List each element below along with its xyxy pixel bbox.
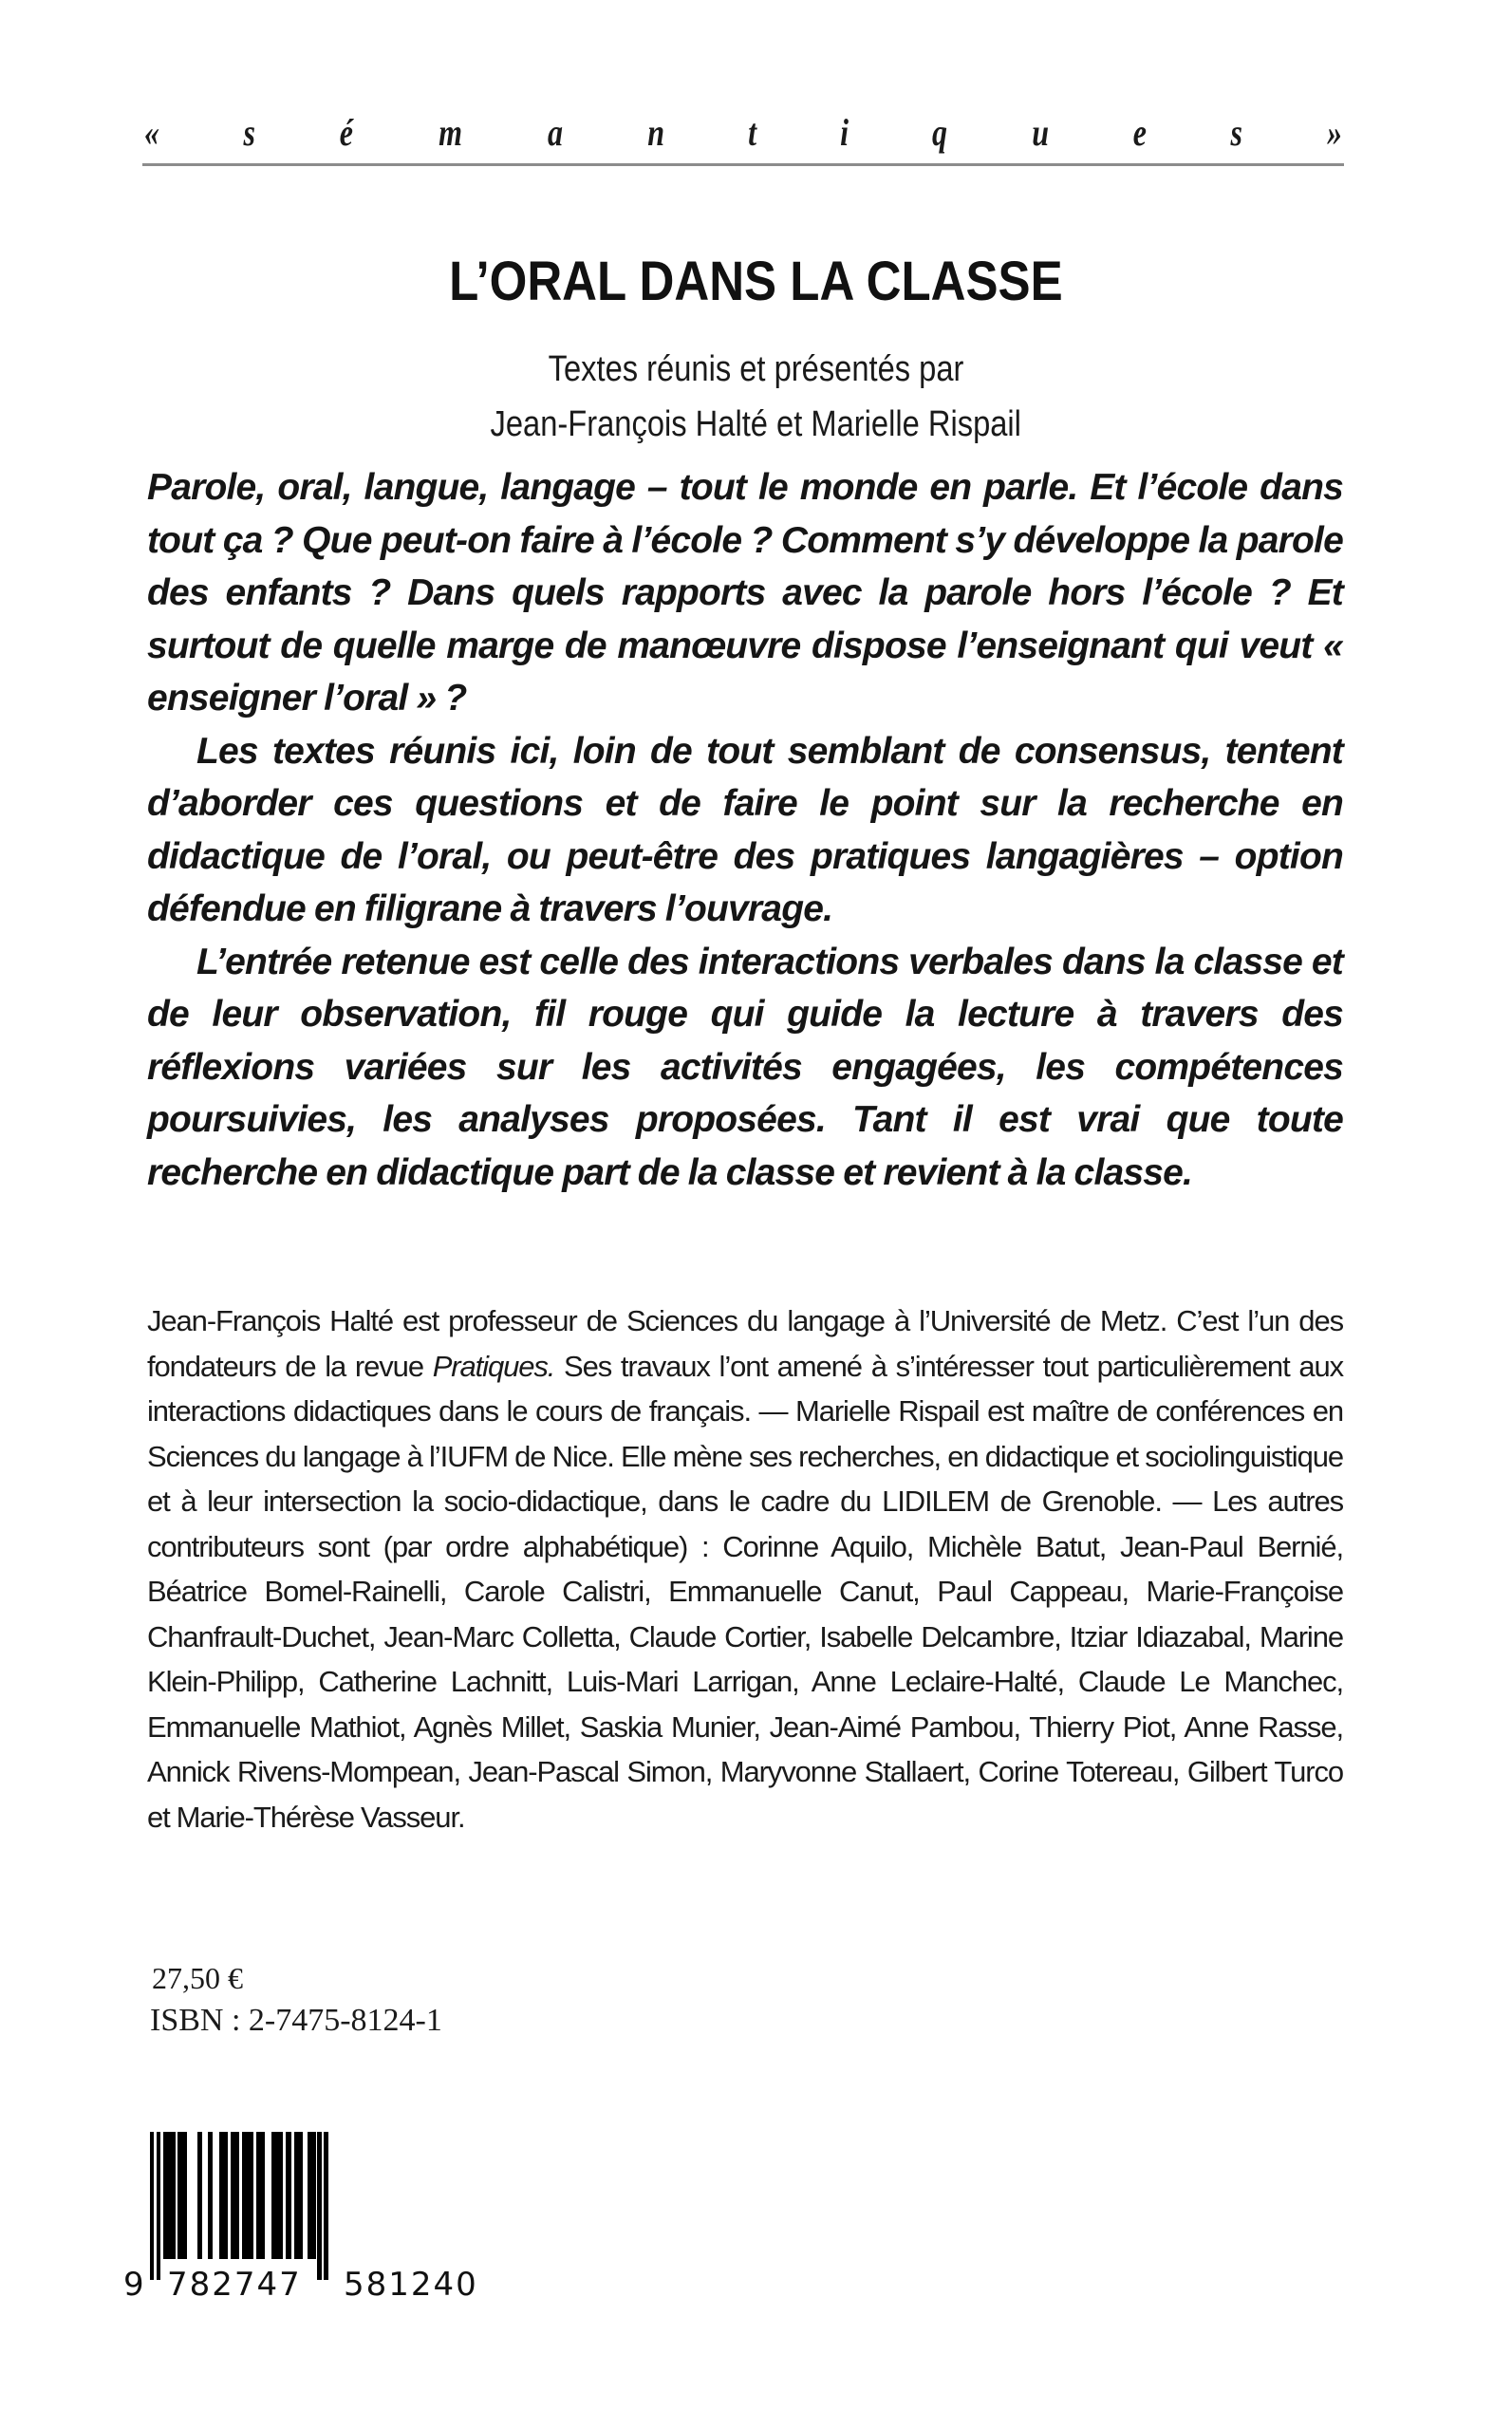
barcode-right-digits: 581240	[344, 2266, 478, 2304]
series-letter: t	[748, 111, 757, 154]
bio-text-part2: Ses travaux l’ont amené à s’intéresser tout particulièrement aux interactions didactiques dans le cours de français. — Marielle Rispail est maître de conférences en Sciences du langage à l’IUFM de Nice. Elle mène ses recherches, en didactique et sociolinguistique et à leur intersection la socio-didactique, dans le cadre du LIDILEM de Grenoble. — Les autres contributeurs sont (par ordre alphabétique) : Corinne Aquilo, Michèle Batut, Jean-Paul Bernié, Béatrice Bomel-Rainelli, Carole Calistri, Emmanuelle Canut, Paul Cappeau, Marie-Françoise Chanfrault-Duchet, Jean-Marc Colletta, Claude Cortier, Isabelle Delcambre, Itziar Idiazabal, Marine Klein-Philipp, Catherine Lachnitt, Luis-Mari Larrigan, Anne Leclaire-Halté, Claude Le Manchec, Emmanuelle Mathiot, Agnès Millet, Saskia Munier, Jean-Aimé Pambou, Thierry Piot, Anne Rasse, Annick Rivens-Mompean, Jean-Pascal Simon, Maryvonne Stallaert, Corine Totereau, Gilbert Turco et Marie-Thérèse Vasseur.	[147, 1349, 1343, 1834]
editors-names-text: Jean-François Halté et Marielle Rispail	[490, 404, 1022, 444]
series-letter: a	[547, 111, 563, 154]
series-letter: u	[1032, 111, 1049, 154]
editors-intro-text: Textes réunis et présentés par	[548, 349, 964, 389]
series-letter: n	[647, 111, 665, 154]
series-letter: q	[931, 111, 947, 154]
barcode-first-digit: 9	[123, 2266, 144, 2304]
isbn: ISBN : 2-7475-8124-1	[150, 2003, 442, 2038]
book-title	[0, 251, 1512, 312]
series-letter: é	[339, 111, 353, 154]
editors-intro	[0, 351, 1512, 387]
price: 27,50 €	[152, 1961, 243, 1995]
summary-paragraph: Parole, oral, langue, langage – tout le monde en parle. Et l’école dans tout ça ? Que peut-on faire à l’école ? Comment s’y développe la parole des enfants ? Dans quels rapports avec la parole hors l’école ? Et surtout de quelle marge de manœuvre dispose l’enseignant qui veut « enseigner l’oral » ?	[147, 467, 1343, 719]
barcode-left-digits: 782747	[167, 2266, 302, 2304]
editors-names	[0, 406, 1512, 442]
journal-name: Pratiques.	[432, 1349, 555, 1383]
bio-text-part1: Jean-François Halté est professeur de Sciences du langage à l’Université de Metz. C’est l’un des fondateurs de la revue	[147, 1304, 1343, 1383]
book-summary	[147, 461, 1343, 1199]
series-letter: «	[144, 111, 159, 154]
series-letter: i	[839, 111, 849, 154]
series-letter: s	[243, 111, 256, 154]
series-divider	[142, 163, 1344, 166]
series-name	[142, 104, 1344, 152]
book-title-text: L’ORAL DANS LA CLASSE	[449, 251, 1063, 312]
series-letter: m	[438, 111, 462, 154]
series-letter: »	[1326, 111, 1342, 154]
series-letter: e	[1133, 111, 1148, 154]
authors-bio	[147, 1298, 1343, 1839]
summary-paragraph: L’entrée retenue est celle des interactions verbales dans la classe et de leur observation, fil rouge qui guide la lecture à travers des réflexions variées sur les activités engagées, les compétences poursuivies, les analyses proposées. Tant il est vrai que toute recherche en didactique part de la classe et revient à la classe.	[147, 941, 1343, 1193]
series-letter: s	[1230, 111, 1243, 154]
summary-paragraph: Les textes réunis ici, loin de tout semblant de consensus, tentent d’aborder ces questions et de faire le point sur la recherche en didactique de l’oral, ou peut-être des pratiques langagières – option défendue en filigrane à travers l’ouvrage.	[147, 730, 1343, 929]
